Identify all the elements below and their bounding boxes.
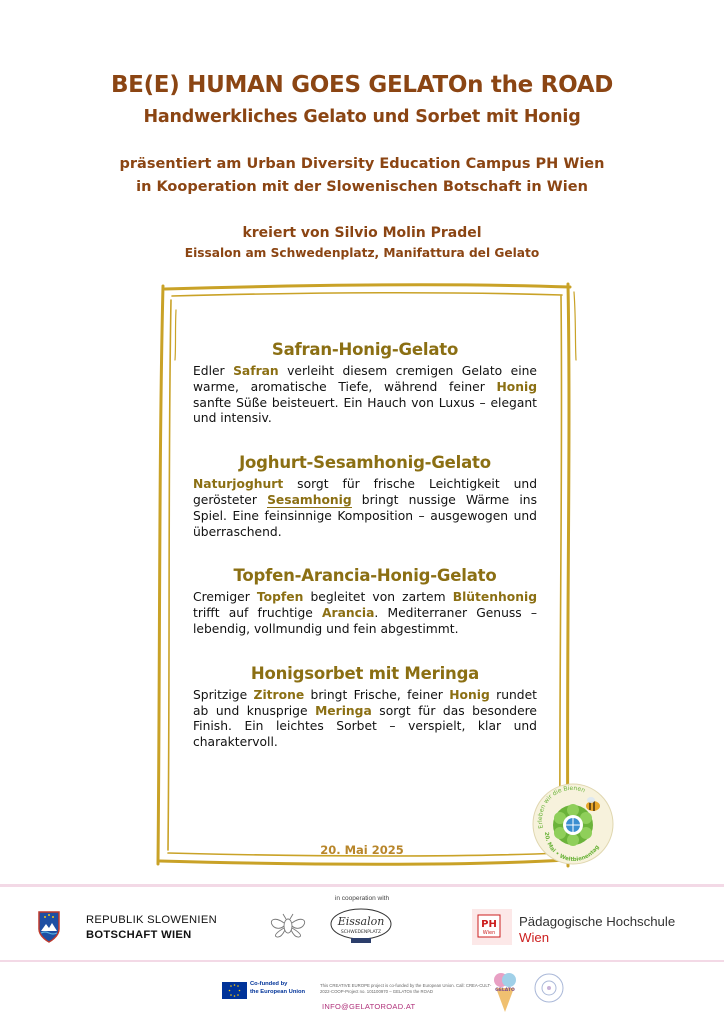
menu-item bbox=[193, 340, 537, 427]
menu-item-description: Edler Safran verleiht diesem cremigen Gelato eine warme, aromatische Tiefe, während feiner Honig sanfte Süße beisteuert. Ein Hauch von Luxus – elegant und intensiv. bbox=[193, 364, 537, 426]
bee-emblem-icon bbox=[265, 912, 311, 940]
slovenia-coat-of-arms-icon bbox=[38, 911, 60, 943]
event-date: 20. Mai 2025 bbox=[320, 843, 404, 857]
creator-venue: Eissalon am Schwedenplatz, Manifattura del Gelato bbox=[184, 246, 540, 260]
poster-subtitle: Handwerkliches Gelato und Sorbet mit Honig bbox=[143, 107, 581, 127]
partner-seal-icon bbox=[533, 972, 565, 1004]
menu-item bbox=[193, 453, 537, 540]
slovenia-embassy-text: REPUBLIK SLOWENIEN BOTSCHAFT WIEN bbox=[86, 914, 217, 941]
menu-item-title: Topfen-Arancia-Honig-Gelato bbox=[233, 566, 497, 586]
svg-text:Wien: Wien bbox=[482, 930, 496, 936]
ingredient: Topfen bbox=[256, 590, 304, 605]
svg-text:GELATO: GELATO bbox=[495, 988, 515, 993]
ingredient: Naturjoghurt bbox=[193, 477, 284, 492]
ingredient: Zitrone bbox=[253, 687, 305, 702]
ingredient: Safran bbox=[233, 364, 279, 378]
menu-item-title: Honigsorbet mit Meringa bbox=[250, 663, 480, 683]
footer-divider-bottom bbox=[0, 960, 724, 962]
svg-text:SCHWEDENPLATZ: SCHWEDENPLATZ bbox=[340, 930, 382, 935]
svg-text:PH: PH bbox=[481, 919, 497, 930]
ingredient: Blütenhonig bbox=[452, 590, 537, 605]
badge-top-text: Erleben wir die Bienen bbox=[536, 784, 587, 830]
world-bee-day-badge bbox=[531, 782, 615, 866]
menu-item-title: Safran-Honig-Gelato bbox=[271, 340, 459, 359]
ph-wien-text: Pädagogische Hochschule Wien bbox=[519, 914, 676, 945]
menu-content bbox=[193, 340, 537, 777]
badge-bottom-text: 20. Mai • Weltbienentag bbox=[542, 831, 601, 864]
gelato-road-logo bbox=[491, 970, 519, 1014]
contact-email[interactable]: INFO@GELATOROAD.AT bbox=[322, 1002, 416, 1011]
ph-wien-logo-icon bbox=[472, 909, 512, 945]
presented-line-2: in Kooperation mit der Slowenischen Botschaft in Wien bbox=[136, 179, 588, 195]
eu-flag-icon bbox=[222, 982, 247, 999]
creator-name: kreiert von Silvio Molin Pradel bbox=[242, 225, 482, 241]
eu-disclaimer: This CREATIVE EUROPE project is co-funded by the European Union. Call: CREA-CULT-2022-COOP-Project no. 101100970 – GELATOn the ROAD bbox=[320, 983, 492, 994]
poster-title: BE(E) HUMAN GOES GELATOn the ROAD bbox=[110, 72, 614, 98]
menu-item bbox=[193, 566, 537, 637]
ingredient: Honig bbox=[496, 379, 537, 394]
menu-item-description: Cremiger Topfen begleitet von zartem Blütenhonig trifft auf fruchtige Arancia. Mediterraner Genuss – lebendig, vollmundig und fein abgestimmt. bbox=[193, 590, 537, 636]
ingredient: Honig bbox=[449, 687, 490, 702]
ingredient: Arancia bbox=[321, 606, 375, 621]
menu-item-description: Spritzige Zitrone bringt Frische, feiner Honig rundet ab und knusprige Meringa sorgt für das besondere Finish. Ein leichtes Sorbet – verspielt, klar und charaktervoll. bbox=[193, 687, 537, 750]
presented-line-1: präsentiert am Urban Diversity Education Campus PH Wien bbox=[119, 156, 605, 172]
eu-cofunded-text: Co-funded by the European Union bbox=[250, 981, 306, 995]
menu-item-title: Joghurt-Sesamhonig-Gelato bbox=[239, 453, 491, 473]
menu-item-description: Naturjoghurt sorgt für frische Leichtigkeit und gerösteter Sesamhonig bringt nussige Wärme ins Spiel. Eine feinsinnige Komposition – ausgewogen und überraschend. bbox=[193, 477, 538, 539]
svg-text:Eissalon: Eissalon bbox=[337, 915, 385, 928]
footer-divider-top bbox=[0, 884, 724, 887]
menu-item bbox=[193, 664, 537, 751]
ingredient: Sesamhonig bbox=[267, 492, 352, 507]
ingredient: Meringa bbox=[315, 703, 372, 718]
cooperation-label: in cooperation with bbox=[334, 895, 390, 902]
eissalon-logo bbox=[329, 907, 393, 945]
